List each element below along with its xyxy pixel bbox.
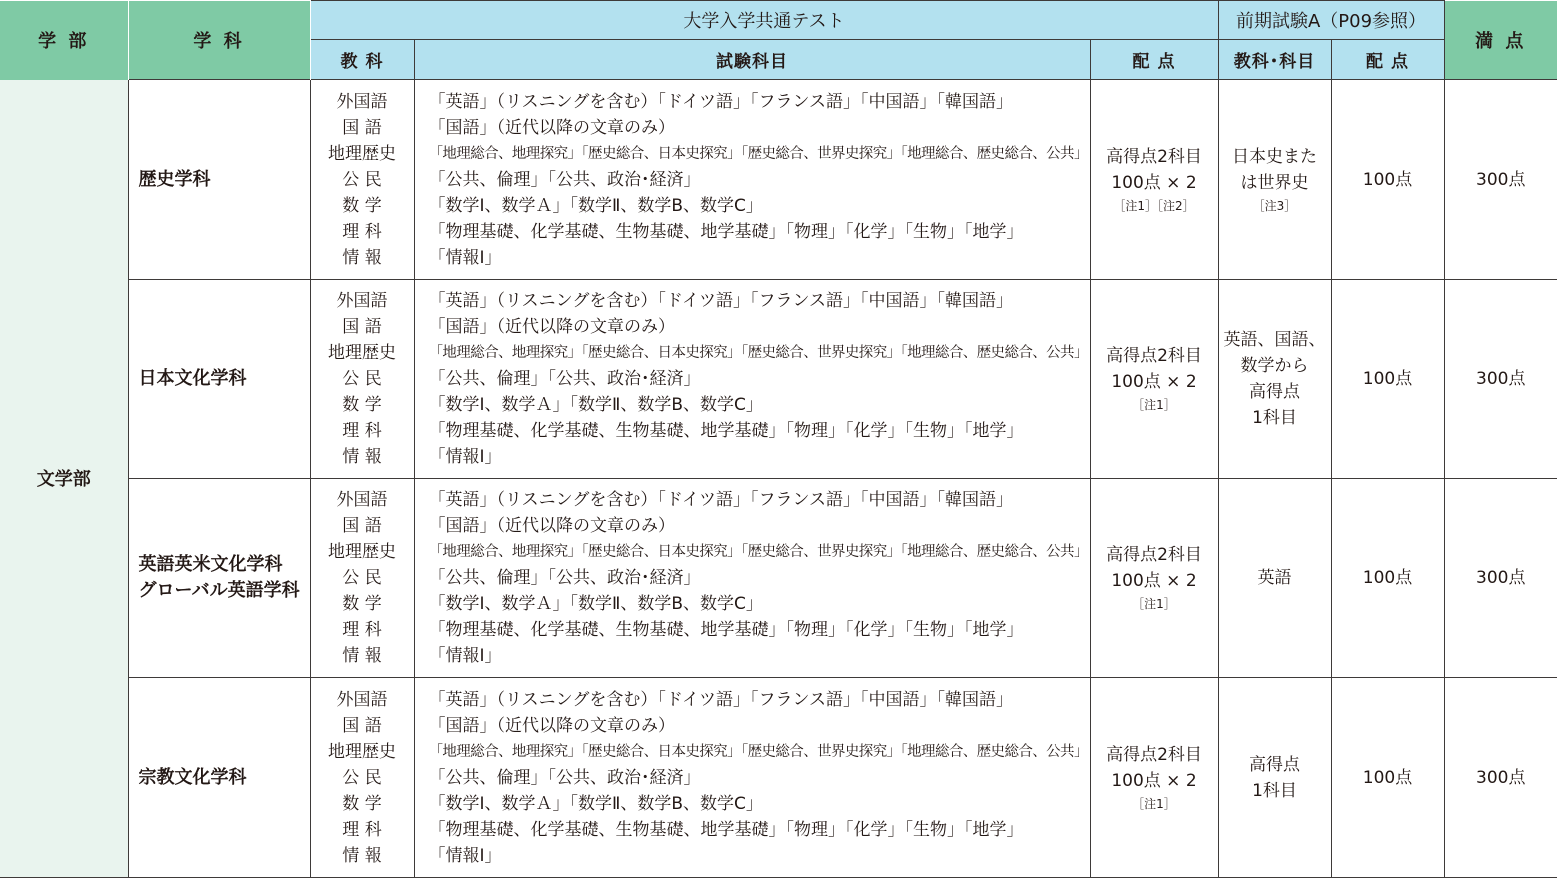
exam-subject-line: 「数学Ⅰ、数学Ａ」「数学Ⅱ、数学B、数学C」 — [428, 395, 763, 415]
subject-area-item: 数 学 — [342, 195, 382, 216]
subject-area-item: 数 学 — [342, 793, 382, 814]
header-common-test: 大学入学共通テスト — [310, 1, 1218, 40]
first-exam-note: ［注3］ — [1252, 198, 1297, 213]
points-note: ［注1］ — [1132, 398, 1176, 412]
points-text: 100点 × 2 — [1111, 372, 1197, 392]
points-text: 高得点2科目 — [1106, 545, 1202, 565]
exam-subject-line: 「数学Ⅰ、数学Ａ」「数学Ⅱ、数学B、数学C」 — [428, 195, 763, 216]
faculty-name: 文学部 — [0, 80, 128, 878]
subject-area-item: 公 民 — [342, 767, 382, 788]
table-body — [0, 80, 1557, 878]
exam-subject-line: 「地理総合、地理探究」「歴史総合、日本史探究」「歴史総合、世界史探究」「地理総合、歴史総合、公共」 — [428, 145, 1088, 162]
exam-subject-line: 「国語」（近代以降の文章のみ） — [428, 715, 675, 736]
exam-subject-line: 「英語」（リスニングを含む）「ドイツ語」「フランス語」「中国語」「韓国語」 — [428, 490, 1013, 510]
first-exam-points: 100点 — [1331, 80, 1444, 280]
common-test-points — [1090, 280, 1218, 479]
exam-subject-line: 「国語」（近代以降の文章のみ） — [428, 317, 675, 337]
department-name-line: 宗教文化学科 — [138, 766, 247, 788]
header-points: 配 点 — [1090, 40, 1218, 80]
header-subject-area: 教 科 — [310, 40, 414, 80]
department-name — [128, 678, 310, 878]
exam-subject-list — [414, 280, 1090, 479]
subject-area-item: 情 報 — [342, 646, 382, 666]
points-text: 100点 × 2 — [1111, 571, 1197, 591]
total-points: 300点 — [1444, 80, 1557, 280]
subject-area-item: 国 語 — [342, 117, 382, 138]
table-row — [0, 479, 1557, 678]
header-department: 学 科 — [128, 1, 310, 80]
department-name-line: 日本文化学科 — [138, 368, 247, 389]
exam-subject-line: 「物理基礎、化学基礎、生物基礎、地学基礎」「物理」「化学」「生物」「地学」 — [428, 221, 1024, 242]
first-exam-subject — [1218, 280, 1331, 479]
exam-subject-line: 「英語」（リスニングを含む）「ドイツ語」「フランス語」「中国語」「韓国語」 — [428, 689, 1013, 710]
exam-subject-line: 「地理総合、地理探究」「歴史総合、日本史探究」「歴史総合、世界史探究」「地理総合、歴史総合、公共」 — [428, 743, 1088, 760]
exam-subject-line: 「英語」（リスニングを含む）「ドイツ語」「フランス語」「中国語」「韓国語」 — [428, 91, 1013, 112]
subject-area-item: 地理歴史 — [328, 343, 396, 363]
exam-subject-line: 「情報Ⅰ」 — [428, 247, 502, 268]
department-name-line: グローバル英語学科 — [138, 580, 300, 601]
subject-area-item: 公 民 — [342, 568, 382, 588]
exam-subject-line: 「国語」（近代以降の文章のみ） — [428, 516, 675, 536]
subject-area-list — [310, 80, 414, 280]
subject-area-item: 外国語 — [336, 291, 388, 311]
exam-subject-line: 「公共、倫理」「公共、政治･経済」 — [428, 169, 701, 190]
points-text: 100点 × 2 — [1111, 172, 1197, 193]
points-note: ［注1］［注2］ — [1113, 198, 1195, 213]
first-exam-subject-line: 日本史また — [1232, 146, 1317, 167]
first-exam-subject-line: 数学から — [1240, 356, 1309, 376]
total-points: 300点 — [1444, 678, 1557, 878]
table-row — [0, 80, 1557, 280]
exam-subject-line: 「情報Ⅰ」 — [428, 845, 502, 866]
department-name-line: 歴史学科 — [138, 168, 211, 190]
subject-area-item: 理 科 — [342, 620, 382, 640]
common-test-points — [1090, 80, 1218, 280]
first-exam-subject-line: は世界史 — [1240, 172, 1309, 193]
subject-area-item: 地理歴史 — [328, 741, 396, 762]
points-text: 100点 × 2 — [1111, 770, 1197, 791]
points-note: ［注1］ — [1132, 597, 1176, 611]
total-points: 300点 — [1444, 479, 1557, 678]
common-test-points — [1090, 678, 1218, 878]
first-exam-subject-line: 1科目 — [1252, 408, 1297, 428]
subject-area-item: 情 報 — [342, 247, 382, 268]
exam-subject-line: 「公共、倫理」「公共、政治･経済」 — [428, 369, 701, 389]
department-name — [128, 479, 310, 678]
exam-subject-line: 「情報Ⅰ」 — [428, 646, 502, 666]
subject-area-item: 理 科 — [342, 421, 382, 441]
first-exam-points: 100点 — [1331, 280, 1444, 479]
first-exam-points: 100点 — [1331, 678, 1444, 878]
table-row — [0, 678, 1557, 878]
subject-area-item: 国 語 — [342, 317, 382, 337]
points-text: 高得点2科目 — [1106, 346, 1202, 366]
subject-area-item: 外国語 — [336, 490, 388, 510]
subject-area-item: 外国語 — [336, 91, 388, 112]
exam-subject-line: 「情報Ⅰ」 — [428, 447, 502, 467]
subject-area-item: 情 報 — [342, 447, 382, 467]
exam-subject-line: 「物理基礎、化学基礎、生物基礎、地学基礎」「物理」「化学」「生物」「地学」 — [428, 620, 1024, 640]
subject-area-item: 数 学 — [342, 395, 382, 415]
subject-area-item: 国 語 — [342, 715, 382, 736]
total-points: 300点 — [1444, 280, 1557, 479]
subject-area-item: 理 科 — [342, 221, 382, 242]
subject-area-item: 理 科 — [342, 819, 382, 840]
first-exam-subject — [1218, 80, 1331, 280]
exam-subject-line: 「英語」（リスニングを含む）「ドイツ語」「フランス語」「中国語」「韓国語」 — [428, 291, 1013, 311]
department-name-line: 英語英米文化学科 — [138, 554, 283, 575]
first-exam-subject-line: 高得点 — [1249, 382, 1300, 402]
header-faculty: 学 部 — [0, 1, 128, 80]
first-exam-subject-line: 高得点 — [1249, 754, 1300, 775]
exam-subject-list — [414, 678, 1090, 878]
first-exam-subject-line: 1科目 — [1252, 780, 1297, 801]
exam-subject-line: 「物理基礎、化学基礎、生物基礎、地学基礎」「物理」「化学」「生物」「地学」 — [428, 819, 1024, 840]
subject-area-item: 数 学 — [342, 594, 382, 614]
department-name — [128, 80, 310, 280]
first-exam-subject-line: 英語、国語、 — [1223, 330, 1326, 350]
exam-subject-list — [414, 80, 1090, 280]
exam-subject-line: 「数学Ⅰ、数学Ａ」「数学Ⅱ、数学B、数学C」 — [428, 594, 763, 614]
subject-area-list — [310, 678, 414, 878]
exam-subject-line: 「地理総合、地理探究」「歴史総合、日本史探究」「歴史総合、世界史探究」「地理総合、歴史総合、公共」 — [428, 544, 1088, 560]
subject-area-list — [310, 280, 414, 479]
header-first-exam-points: 配 点 — [1331, 40, 1444, 80]
first-exam-points: 100点 — [1331, 479, 1444, 678]
header-total: 満 点 — [1444, 1, 1557, 80]
exam-subject-line: 「地理総合、地理探究」「歴史総合、日本史探究」「歴史総合、世界史探究」「地理総合、歴史総合、公共」 — [428, 345, 1088, 361]
first-exam-subject — [1218, 678, 1331, 878]
exam-subject-line: 「物理基礎、化学基礎、生物基礎、地学基礎」「物理」「化学」「生物」「地学」 — [428, 421, 1024, 441]
header-first-exam: 前期試験A（P09参照） — [1218, 1, 1444, 40]
subject-area-list — [310, 479, 414, 678]
subject-area-item: 地理歴史 — [328, 143, 396, 164]
subject-area-item: 外国語 — [336, 689, 388, 710]
points-note: ［注1］ — [1132, 796, 1176, 811]
header-first-exam-subject: 教科･科目 — [1218, 40, 1331, 80]
exam-subject-line: 「数学Ⅰ、数学Ａ」「数学Ⅱ、数学B、数学C」 — [428, 793, 763, 814]
points-text: 高得点2科目 — [1106, 146, 1202, 167]
header-exam-subjects: 試験科目 — [414, 40, 1090, 80]
exam-subject-line: 「公共、倫理」「公共、政治･経済」 — [428, 767, 701, 788]
subject-area-item: 公 民 — [342, 369, 382, 389]
first-exam-subject-line: 英語 — [1257, 568, 1292, 588]
exam-subject-line: 「国語」（近代以降の文章のみ） — [428, 117, 675, 138]
points-text: 高得点2科目 — [1106, 744, 1202, 765]
common-test-points — [1090, 479, 1218, 678]
exam-subject-line: 「公共、倫理」「公共、政治･経済」 — [428, 568, 701, 588]
subject-area-item: 情 報 — [342, 845, 382, 866]
exam-subject-list — [414, 479, 1090, 678]
subject-area-item: 地理歴史 — [328, 542, 396, 562]
department-name — [128, 280, 310, 479]
first-exam-subject — [1218, 479, 1331, 678]
subject-area-item: 国 語 — [342, 516, 382, 536]
subject-area-item: 公 民 — [342, 169, 382, 190]
table-row — [0, 280, 1557, 479]
